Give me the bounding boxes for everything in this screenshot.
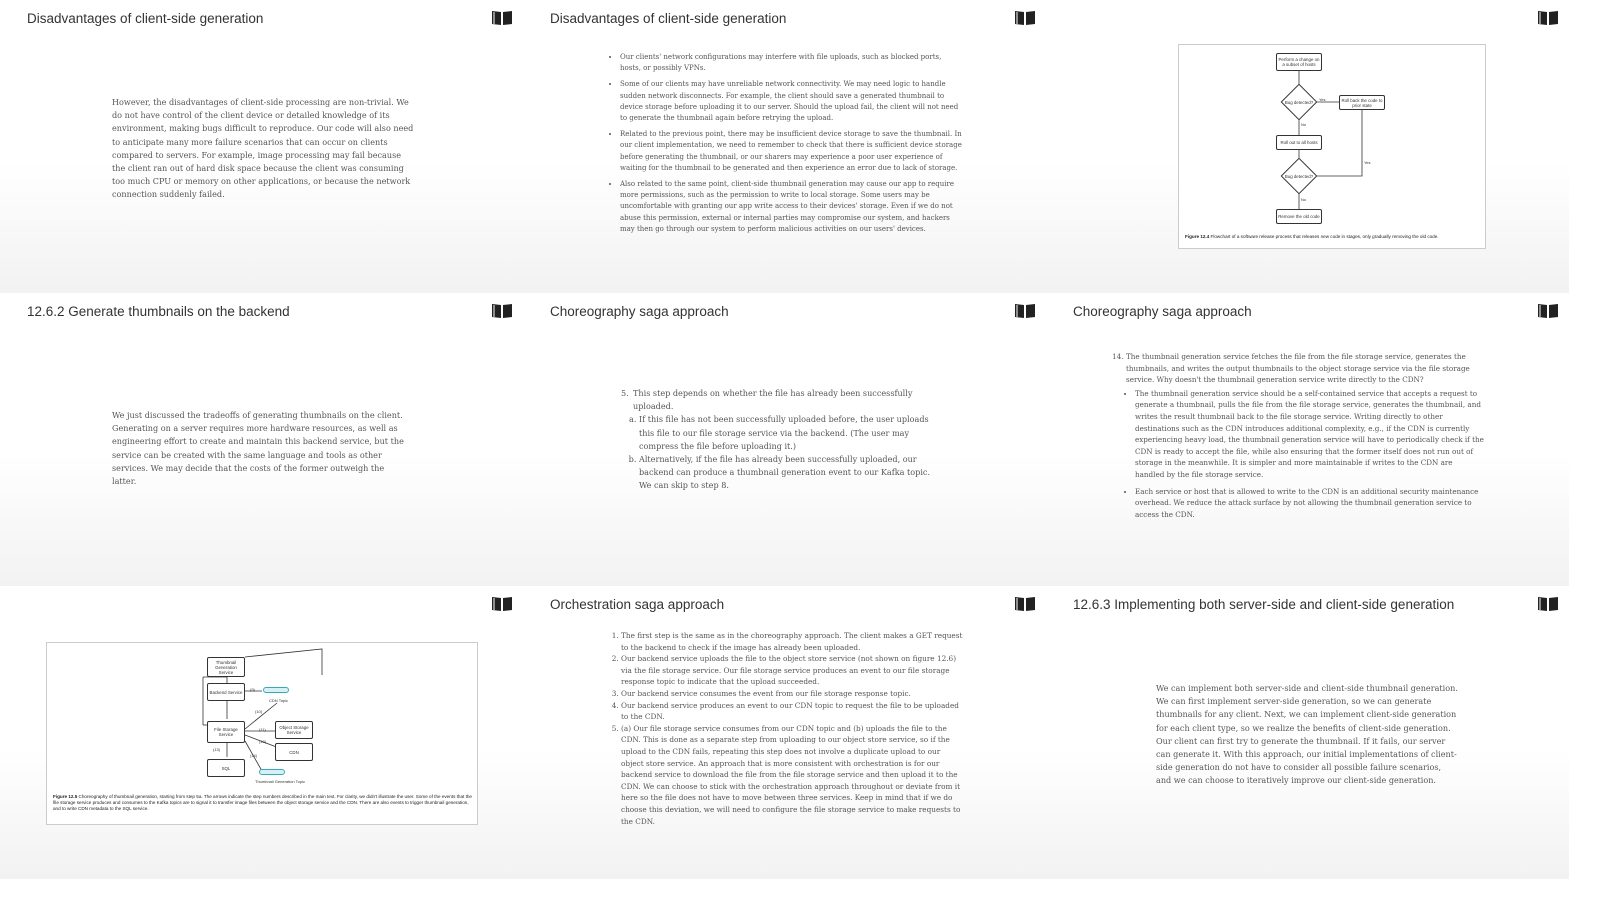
- list-item: • Some of our clients may have unreliable network connectivity. We may need logic to handle sudden network disconnects. For example, the client should save a generated thumbnail to device storage before uploading it to our server. Should the upload fail, the client will not need to generate the thumbnail again before retrying the upload.: [620, 79, 963, 124]
- edge-label: Yes: [1364, 160, 1371, 165]
- kafka-topic: [259, 769, 285, 775]
- figure-caption: [1185, 234, 1481, 240]
- step-number: 5.: [621, 388, 629, 398]
- slide-8[interactable]: [523, 586, 1046, 879]
- book-icon: [1537, 10, 1559, 26]
- slide-paragraph: However, the disadvantages of client-side processing are non-trivial. We do not have control of the client device or detailed knowledge of its environment, making bugs difficult to reproduce. Our code will also need to anticipate many more failure scenarios that can occur on clients compared to servers. For example, image processing may fail because the client ran out of hard disk space because the client was consuming too much CPU or memory on other applications, or because the network connection suddenly failed.: [112, 97, 414, 200]
- step-number: 14.: [1112, 352, 1124, 361]
- edge-label: (11): [259, 727, 266, 732]
- slide-title: Disadvantages of client-side generation: [550, 11, 787, 26]
- list-item: • Related to the previous point, there may be insufficient device storage to save the thumbnail. In our client implementation, we need to remember to check that there is sufficient device storage before generating the thumbnail, or our sharers may experience a poor user experience of waiting for the thumbnail to be generated and then experience an error due to lack of storage.: [620, 129, 963, 174]
- book-icon: [491, 10, 513, 26]
- flow-node-remove: Remove the old code: [1276, 209, 1322, 224]
- slide-5[interactable]: [523, 293, 1046, 586]
- slide-title: Disadvantages of client-side generation: [27, 11, 264, 26]
- caption-text: Choreography of thumbnail generation, starting from step 5a. The arrows indicate the step numbers described in the main text. For clarity, we didn't illustrate the user. Some of the events that the file storage service produces and consumes to the Kafka topics are to signal it to transfer image files between the object storage service and the CDN. There are also events to trigger thumbnail generation, and to write CDN metadata to the SQL service.: [53, 794, 472, 811]
- list-item: 5. (a) Our file storage service consumes from our CDN topic and (b) uploads the file to the CDN. This is done as a separate step from uploading to our object store service, so if the upload to the CDN fails, repeating this step does not involve a duplicate upload to our object store service. An approach that is more consistent with orchestration is for our backend service to download the file from the file storage service and then upload it to the CDN. We can choose to stick with the orchestration approach throughout or deviate from it here so the file does not have to move between three services. Keep in mind that if we do choose this deviation, we will need to configure the file storage service to make requests to the CDN.: [621, 723, 963, 827]
- list-item: • Also related to the same point, client-side thumbnail generation may cause our app to require more permissions, such as the permission to write to local storage. Some users may be uncomfortable with granting our app write access to their devices' storage. Even if we do not abuse this permission, external or internal parties may compromise our system, and hackers may then go through our system to perform malicious activities on our users' devices.: [620, 179, 963, 235]
- book-icon: [1537, 303, 1559, 319]
- list-item: a. If this file has not been successfully uploaded before, the user uploads this file to our file storage service via the backend. (The user may compress the file before uploading it.): [639, 413, 931, 453]
- book-icon: [491, 303, 513, 319]
- edge-label: (14): [250, 753, 258, 758]
- caption-label: Figure 12.4: [1185, 234, 1210, 239]
- edge-label: Yes: [1319, 97, 1326, 102]
- figure-caption: [53, 794, 473, 812]
- bullet-list: [611, 52, 963, 240]
- slide-3[interactable]: [1046, 0, 1569, 293]
- edge-label: (10): [255, 709, 263, 714]
- slide-7[interactable]: [0, 586, 523, 879]
- edge-label: (12): [259, 739, 267, 744]
- step-block: [621, 387, 931, 493]
- edge-label: No: [1301, 122, 1307, 127]
- slide-title: 12.6.3 Implementing both server-side and client-side generation: [1073, 597, 1455, 612]
- edge-label: (9): [250, 687, 255, 692]
- topic-label: Thumbnail Generation Topic: [255, 779, 305, 784]
- flowchart-figure: [1178, 44, 1486, 249]
- diagram-node-backend: Backend Service: [207, 683, 245, 701]
- book-icon: [1014, 303, 1036, 319]
- list-item: 2. Our backend service uploads the file to the object store service (not shown on figure 12.6) via the file storage service. Our file storage service produces an event to our file storage response topic to indicate that the upload succeeded.: [621, 653, 963, 688]
- list-item: 3. Our backend service consumes the event from our file storage response topic.: [621, 688, 963, 700]
- book-icon: [1014, 596, 1036, 612]
- diagram-node-oss: Object Storage Service: [275, 721, 313, 739]
- list-item: • The thumbnail generation service should be a self-contained service that accepts a request to generate a thumbnail, pulls the file from the file storage service, generates the thumbnail, and writes the result thumbnail back to the file storage service. Writing directly to other destinations such as the CDN introduces additional complexity, e.g., if the CDN is currently experiencing heavy load, the thumbnail generation service will have to periodically check if the CDN is ready to accept the file, while also ensuring that the former itself does not run out of storage in the meanwhile. It is simpler and more maintainable if writes to the CDN are handled by the file storage service.: [1135, 388, 1484, 481]
- flow-node-rollout: Roll out to all hosts: [1276, 135, 1322, 150]
- book-icon: [1014, 10, 1036, 26]
- book-icon: [491, 596, 513, 612]
- slide-6[interactable]: [1046, 293, 1569, 586]
- flow-node-start: Perform a change on a subset of hosts: [1276, 53, 1322, 71]
- caption-label: Figure 12.5: [53, 794, 78, 799]
- book-icon: [1537, 596, 1559, 612]
- slide-title: Choreography saga approach: [1073, 304, 1252, 319]
- diagram-node-tgs: Thumbnail Generation Service: [207, 657, 245, 677]
- numbered-steps: [607, 630, 963, 827]
- slide-title: Orchestration saga approach: [550, 597, 725, 612]
- edge-label: No: [1301, 197, 1307, 202]
- caption-text: Flowchart of a software release process that releases new code in stages, only gradually removing the old code.: [1209, 234, 1439, 239]
- slide-title: Choreography saga approach: [550, 304, 729, 319]
- diagram-node-fss: File Storage Service: [207, 721, 245, 743]
- flow-decision-label: Bug detected?: [1284, 100, 1314, 105]
- list-item: • Each service or host that is allowed to write to the CDN is an additional security maintenance overhead. We reduce the attack surface by not allowing the thumbnail generation service to access the CDN.: [1135, 486, 1484, 521]
- step-block: [1112, 351, 1484, 525]
- slide-9[interactable]: [1046, 586, 1569, 879]
- slide-2[interactable]: [523, 0, 1046, 293]
- slide-title: 12.6.2 Generate thumbnails on the backend: [27, 304, 290, 319]
- list-item: b. Alternatively, if the file has already been successfully uploaded, our backend can produce a thumbnail generation event to our Kafka topic. We can skip to step 8.: [639, 453, 931, 493]
- list-item: 4. Our backend service produces an event to our CDN topic to request the file to be uploaded to the CDN.: [621, 700, 963, 723]
- slide-paragraph: We can implement both server-side and client-side thumbnail generation. We can first implement server-side generation, so we can generate thumbnails for any client. Next, we can implement client-side generation for each client type, so we realize the benefits of client-side generation. Our client can first try to generate the thumbnail. If it fails, our server can generate it. With this approach, our initial implementations of client-side generation do not have to consider all possible failure scenarios, and we can choose to iteratively improve our client-side generation.: [1156, 683, 1458, 786]
- flowchart-arrows: [1179, 45, 1485, 248]
- slide-4[interactable]: [0, 293, 523, 586]
- slide-1[interactable]: [0, 0, 523, 293]
- step-text: The thumbnail generation service fetches the file from the file storage service, generates the thumbnails, and writes the output thumbnails to the object storage service via the file storage service. Why doesn't the thumbnail generation service write directly to the CDN?: [1126, 352, 1470, 385]
- list-item: 1. The first step is the same as in the choreography approach. The client makes a GET request to the backend to check if the image has already been uploaded.: [621, 630, 963, 653]
- slide-paragraph: We just discussed the tradeoffs of generating thumbnails on the client. Generating on a server requires more hardware resources, as well as engineering effort to create and maintain this backend service, but the service can be created with the same language and tools as other services. We may decide that the costs of the former outweigh the latter.: [112, 410, 404, 487]
- edge-label: (13): [213, 747, 221, 752]
- diagram-node-sql: SQL: [207, 759, 245, 777]
- diagram-node-cdn: CDN: [275, 743, 313, 761]
- flow-node-rollback: Roll back the code to prior state: [1339, 95, 1385, 110]
- list-item: • Our clients' network configurations may interfere with file uploads, such as blocked ports, hosts, or possibly VPNs.: [620, 52, 963, 74]
- flow-decision-label: Bug detected?: [1284, 174, 1314, 179]
- choreography-figure: [46, 642, 478, 825]
- kafka-topic: [263, 687, 289, 693]
- step-text: This step depends on whether the file has already been successfully uploaded.: [633, 388, 913, 412]
- topic-label: CDN Topic: [269, 698, 289, 703]
